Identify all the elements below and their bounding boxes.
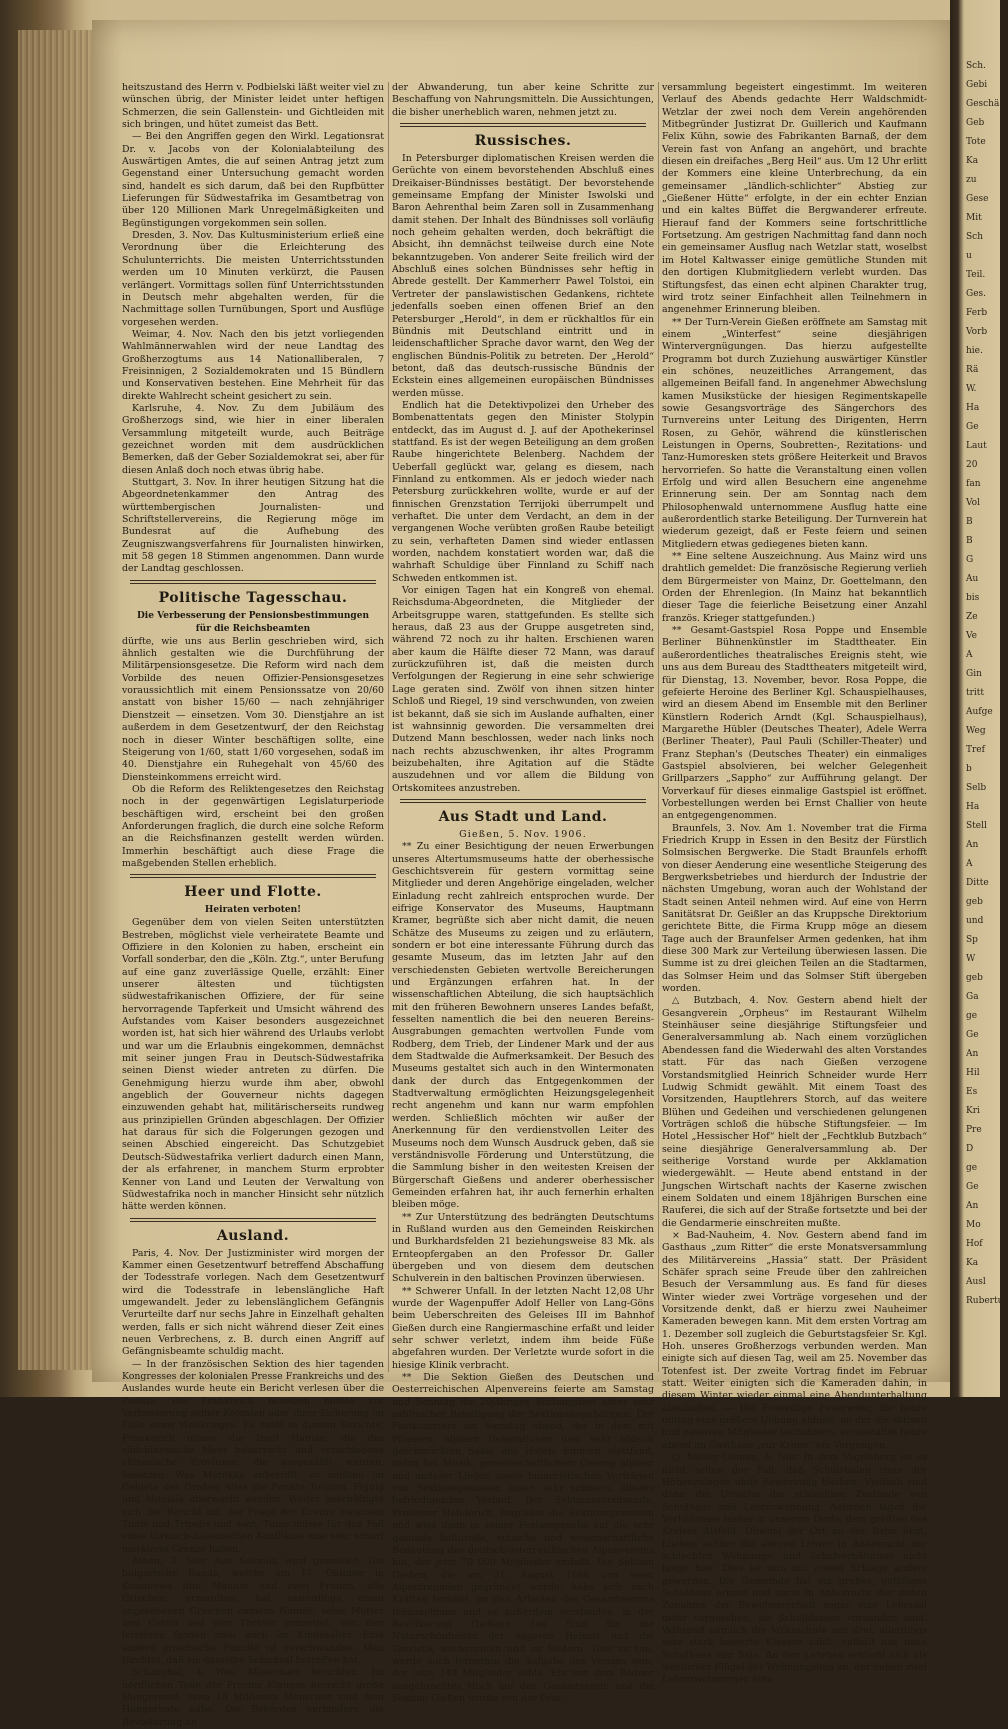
adjacent-page-strip bbox=[950, 0, 1008, 1397]
section-heading: Ausland. bbox=[216, 1227, 290, 1244]
dateline: Gießen, 5. Nov. 1906. bbox=[459, 828, 587, 840]
adjacent-page-fragment: ge bbox=[966, 1163, 978, 1173]
adjacent-page-fragment: Ka bbox=[966, 156, 979, 166]
article-text: Athen, 3. Nov. Aus Saloniki wird gemeldet: Die bulgarische Bande, welche am 17. Oktober in Kossinowa fünf Männer und zwei Frauen, alle Griechen, ermordete, hat neuerdings einen angesehenen Griechen namens Nameli, seine Mutter und Gattin und vier Töchter ermordet. Von den letzteren fanden zwei noch im Kindesalter. Eine andere griechische Familie ist verschwunden. Man fürchtet, daß sie dasselbe Schicksal betroffen hat. bbox=[122, 1556, 384, 1666]
adjacent-page-fragment: Au bbox=[966, 574, 979, 584]
adjacent-page-fragment: B bbox=[966, 517, 973, 527]
article-text: ○ Nieder-Ohmen, 4. Nov. In dem Vogelsberg ist es nicht selten der Fall, daß Schulstellen trotz der Höhenzulagen ohne Bewerbung bleiben. Vielfach sind dann die Ursache die schlechten Zustände von Schulhaus und Lehrerwohnung. Aehnlich lagen die Verhältnisse bisher in unserem Dorfe, dem größten des Kreises Alsfeld. Obwohl der Ort an der Bahn liegt, blieben seither die älteren Lehrer in Anbetracht der schlechten Wohnungs- und Schulverhältnisse nicht lange hier. Dies ist nun mit einem Schlage anders geworden. Die Gemeinde hat ein großes, gefälliges Schulhaus erbaut und darin in Anbetracht der steten Zunahme der Bewohnerschaft sogar eine Lehrsaal mehr vorgesehen, als Schulklassen vorhanden sind. Während nämlich die Volksschule nur drei, allerdings sehr stark besetzte Klassen zählt, enthält das neue Schulhaus vier Säle. An den Lehrbau schließt sich als westlicher Flügel der Wohnungsbau an, der neben zwei Lehrerwohnungen eine bbox=[662, 1452, 928, 1686]
article-text: ** Der Turn-Verein Gießen eröffnete am Samstag mit einem „Winterfest“ seine diesjährigen Wintervergnügungen. Das hierzu aufgestellte Programm bot durch Zuziehung auswärtiger Künstler ein schönes, neuzeitliches Arrangement, das allgemeinen Beifall fand. In angenehmer Abwechslung kamen Musikstücke der hiesigen Regimentskapelle sowie Gesangsvorträge des Sängerchors des Turnvereins unter Leitung des Dirigenten, Herrn Rosen, zu Gehör, während die künstlerischen Leistungen in Operns, Soubretten-, Rezitations- und Tanz-Humoresken stets größere Heiterkeit und Bravos hervorriefen. So hatte die Veranstaltung einen vollen Erfolg und wird allen Besuchern eine angenehme Erinnerung sein. Der am Sonntag nach dem Philosophenwald unternommene Ausflug hatte eine außerordentlich starke Beteiligung. Der Turnverein hat wiederum gezeigt, daß er Feste feiern und seinen Mitgliedern etwas gediegenes bieten kann. bbox=[662, 316, 927, 550]
adjacent-page-fragment: W. bbox=[966, 384, 977, 394]
adjacent-page-fragment: und bbox=[966, 916, 984, 926]
adjacent-page-fragment: Ge bbox=[966, 422, 979, 432]
adjacent-page-fragment: Ze bbox=[966, 612, 978, 622]
adjacent-page-fragment: Rä bbox=[966, 365, 979, 375]
article-text: ** Die Sektion Gießen des Deutschen und Oesterreichischen Alpenvereins feierte am Samstag und Sonntag ihr 20jähriges Stiftungsfest unter sehr zahlreicher Beteiligung der Sektionsangehörigen. Der Festkommers am Samstag abend, der in dem mit Pflanzen, alpinen Dekorationen usw. sehr hübsch geschmückten Saale des Hotels Einhorn stattfand, nahm bei Musik, gemeinschaftlichem Gesang alpiner und anderer Lieder, sowie humoristischen Vorträgen von Sektionsgenossen einen sehr schönen, allseits befriedigenden Verlauf. Der Sektionsvorsitzende, Professor Hehderich, begrüßte die Sektionsgenossen und wies dann in seiner Festansprache auf die sehr gesunde kulturelle, ethische und wissenschaftliche Bedeutung des deutsch-österreichischen Alpenvereins hin, der jetzt 70 000 Mitglieder umfaßt. Die Sektion Gießen, die am 31. August 1886 von neun Alpenfreunden gegründet wurde, habe sich nach Kräften bemüht, an den Arbeiten des Gesamtvereins teilzunehmen und es außerdem verstanden, in der Bevölkerung Gießens den Sinn für die Naturschönheiten der engeren Heimat und die Touristik wachzurufen und zu fördern. Dies zu tun, werde auch fernerhin die Aufgabe des Vereins sein, der jetzt 149 Mitglieder zähle. Ein von dem Redner ausgebrachtes Hoch auf den Gesamtverein und die Sektion Gießen wurde von der Fest- bbox=[392, 1372, 654, 1704]
adjacent-page-fragment: u bbox=[966, 251, 972, 261]
article-text: ** Zur Unterstützung des bedrängten Deutschtums in Rußland wurden aus den Gemeinden Reiskirchen und Burkhardsfelden 21 beziehungsweise 83 Mk. als Ernteopfergaben an den Professor Dr. Galler übergeben und von diesem dem deutschen Schulverein in den baltischen Provinzen überwiesen. bbox=[392, 1211, 654, 1285]
adjacent-page-fragment: ge bbox=[966, 1011, 978, 1021]
column-1 bbox=[122, 82, 384, 1728]
adjacent-page-fragment: D bbox=[966, 1144, 974, 1154]
adjacent-page-fragment: Rubertus bbox=[966, 1296, 1008, 1306]
article-text: Paris, 4. Nov. Der Justizminister wird morgen der Kammer einen Gesetzentwurf betreffend Abschaffung der Todesstrafe vorlegen. Nach dem Gesetzentwurf wird die Todesstrafe in lebenslängliche Haft umgewandelt. Jeder zu lebenslänglichem Gefängnis Verurteilte darf nur sechs Jahre in Einzelhaft gehalten werden, falls er sich nicht während dieser Zeit eines neuen Verbrechens, z. B. durch einen Angriff auf Gefängnisbeamte schuldig macht. bbox=[122, 1247, 384, 1358]
article-text: Stuttgart, 3. Nov. In ihrer heutigen Sitzung hat die Abgeordnetenkammer den Antrag des württembergischen Journalisten- und Schriftstellervereins, die Regierung möge im Bundesrat auf die Aufhebung des Zeugniszwangsverfahrens für Journalisten hinwirken, mit 58 gegen 18 Stimmen angenommen. Dann wurde der Landtag geschlossen. bbox=[122, 477, 384, 575]
adjacent-page-fragment: Ferb bbox=[966, 308, 988, 318]
section-rule bbox=[130, 874, 376, 878]
adjacent-page-fragment: G bbox=[966, 555, 974, 565]
column-3 bbox=[662, 82, 928, 1686]
section-subheading: für die Reichsbeamten bbox=[195, 623, 311, 634]
adjacent-page-fragment: Es bbox=[966, 1087, 978, 1097]
adjacent-page-fragment: Gin bbox=[966, 669, 982, 679]
adjacent-page-fragment: Vorb bbox=[966, 327, 988, 337]
adjacent-page-fragment: An bbox=[966, 1201, 979, 1211]
section-subheading: Die Verbesserung der Pensionsbestimmungen bbox=[137, 610, 369, 621]
adjacent-page-fragment: Tote bbox=[966, 137, 986, 147]
adjacent-page-fragment: hie. bbox=[966, 346, 983, 356]
adjacent-page-fragment: Aufge bbox=[966, 707, 993, 717]
section-heading: Russisches. bbox=[474, 133, 572, 150]
adjacent-page-fragment: W bbox=[966, 954, 976, 964]
section-heading: Aus Stadt und Land. bbox=[438, 808, 608, 825]
article-text: ** Zu einer Besichtigung der neuen Erwerbungen unseres Altertumsmuseums hatte der oberhessische Geschichtsverein für gestern vormittag seine Mitglieder und deren Angehörige eingeladen, welcher Einladung recht zahlreich entsprochen wurde. Der eifrige Konservator des Museums, Hauptmann Kramer, begrüßte sich aber nicht damit, die neuen Schätze des Museums zu zeigen und zu erläutern, sondern er bot eine interessante Führung durch das gesamte Museum, das im letzten Jahr auf den verschiedensten Gebieten wertvolle Bereicherungen und Ergänzungen erfahren hat. In der wissenschaftlichen Abteilung, die sich hauptsächlich mit den früheren Bewohnern unseres Landes befaßt, fesselten namentlich die bei den neueren Bereins-Ausgrabungen gemachten wertvollen Funde vom Rodberg, dem Trieb, der Lindener Mark und der aus dem Stadtwalde die Aufmerksamkeit. Der Besuch des Museums gestaltet sich auch in den Wintermonaten dank der durch das Entgegenkommen der Stadtverwaltung ermöglichten Heizungsgelegenheit recht angenehm und kann nur warm empfohlen werden. Schließlich möchten wir außer der Anerkennung für den verdienstvollen Leiter des Museums noch dem Wunsch Ausdruck geben, daß sie verständnisvolle Förderung und Unterstützung, die die Sammlung bisher in den weitesten Kreisen der Bürgerschaft Gießens und anderer oberhessischer Gemeinden erfahren hat, ihr auch fernerhin erhalten bleiben möge. bbox=[392, 841, 654, 1211]
adjacent-page-fragment: A bbox=[966, 859, 973, 869]
article-text: — Bei den Angriffen gegen den Wirkl. Legationsrat Dr. v. Jacobs von der Kolonialabteilung des Auswärtigen Amtes, die auf seinen Antrag jetzt zum Gegenstand einer Untersuchung gemacht worden sind, handelt es sich darum, daß bei den Rupfbütter Lieferungen für Südwestafrika im Gesamtbetrag von über 120 Millionen Mark Unregelmäßigkeiten und Begünstigungen vorgekommen sein sollen. bbox=[122, 131, 384, 229]
adjacent-page-fragment: Ga bbox=[966, 992, 979, 1002]
adjacent-page-fragment: Weg bbox=[966, 726, 986, 736]
article-text: Gegenüber dem von vielen Seiten unterstützten Bestreben, möglichst viele verheiratete Beamte und Offiziere in den Kolonien zu haben, erscheint ein Vorfall sonderbar, den die „Köln. Ztg.“, unter Berufung auf eine ganz zuverlässige Quelle, erzählt: Einer unserer ältesten und tüchtigsten südwestafrikanischen Offiziere, der für seine hervorragende Tapferkeit und Umsicht während des Aufstandes vom Kaiser besonders ausgezeichnet worden ist, hat sich hier während des Urlaubs verlobt und war um die Erlaubnis eingekommen, demnächst mit seiner jungen Frau in Deutsch-Südwestafrika seinen Dienst wieder antreten zu dürfen. Die Genehmigung hierzu wurde ihm aber, obwohl angeblich der Gouverneur nichts dagegen einzuwenden gehabt hat, militärischerseits rundweg aus prinzipiellen Gründen abgeschlagen. Der Offizier hat daraus für sich die Folgerungen gezogen und seinen Abschied eingereicht. Das Schutzgebiet Deutsch-Südwestafrika verliert dadurch einen Mann, der als erfahrener, in manchem Sturm erprobter Kenner von Land und Leuten der Verwaltung von Südwestafrika noch in mancher Hinsicht sehr nützlich hätte werden können. bbox=[122, 917, 384, 1213]
adjacent-page-fragment: Ge bbox=[966, 1182, 979, 1192]
section-heading: Heer und Flotte. bbox=[184, 884, 322, 901]
adjacent-page-fragment: Selb bbox=[966, 783, 987, 793]
section-rule bbox=[400, 799, 646, 803]
adjacent-page-fragment: Sp bbox=[966, 935, 978, 945]
adjacent-page-fragment: Ausl bbox=[966, 1277, 986, 1287]
adjacent-page-fragment: Sch bbox=[966, 232, 984, 242]
adjacent-page-fragment: Hof bbox=[966, 1239, 983, 1249]
adjacent-page-fragment: Ha bbox=[966, 403, 980, 413]
column-divider bbox=[388, 82, 389, 1372]
adjacent-page-fragment: Ge bbox=[966, 1030, 979, 1040]
section-rule bbox=[400, 123, 646, 127]
adjacent-page-fragment: Laut bbox=[966, 441, 987, 451]
column-2 bbox=[392, 82, 654, 1704]
page-stack-edge bbox=[18, 30, 98, 1370]
adjacent-page-fragment: b bbox=[966, 764, 972, 774]
adjacent-page-fragment: tritt bbox=[966, 688, 985, 698]
adjacent-page-fragment: Geschä bbox=[966, 99, 1000, 109]
adjacent-page-fragment: Pre bbox=[966, 1125, 982, 1135]
adjacent-page-fragment: Vol bbox=[966, 498, 980, 508]
article-text: × Bad-Nauheim, 4. Nov. Gestern abend fand im Gasthaus „zum Ritter“ die erste Monatsversammlung des Militärvereins „Hassia“ statt. Der Präsident Schäfer sprach seine Freude über den zahlreichen Besuch der Versammlung aus. Es fand für dieses Winter wieder zwei Vorträge vorgesehen und der Vorsitzende denkt, daß er hierzu zwei Nauheimer Kameraden bewegen kann. Mit dem ersten Vortrag am 1. Dezember soll zugleich die Geburtstagsfeier Sr. Kgl. Hoh. unseres Großherzogs verbunden werden. Man einigte sich auf diesen Tag, weil am 25. November das Totenfest ist. Der zweite Vortrag findet im Februar statt. Weiter einigten sich die Kameraden dahin, in diesem Winter wieder einmal eine Abendunterhaltung abzuhalten. — Die Freiwillige Feuerwehr, die heute mittag eine größere Uebung abhielt, an der die aktiven und passiven Mitglieder teilnahmen, veranstaltet heute abend im Gasthaus „zur Krone“ ein Vergnügen. bbox=[662, 1229, 927, 1451]
column-divider bbox=[658, 82, 659, 1372]
adjacent-page-fragment: Stell bbox=[966, 821, 987, 831]
adjacent-page-fragment: An bbox=[966, 1049, 979, 1059]
section-subheading: Heiraten verboten! bbox=[204, 905, 302, 916]
adjacent-page-fragment: Ditte bbox=[966, 878, 989, 888]
adjacent-page-fragment: Hil bbox=[966, 1068, 980, 1078]
adjacent-page-fragment: Geb bbox=[966, 118, 985, 128]
adjacent-page-fragment: Mo bbox=[966, 1220, 981, 1230]
adjacent-page-fragment: Ha bbox=[966, 802, 980, 812]
article-text: Karlsruhe, 4. Nov. Zu dem Jubiläum des Großherzogs sind, wie hier in einer liberalen Versammlung mitgeteilt wurde, auch Beiträge gezeichnet worden mit dem ausdrücklichen Bemerken, daß der Geber Sozialdemokrat sei, aber für diesen Anlaß doch noch etwas übrig habe. bbox=[122, 402, 384, 476]
article-text: Endlich hat die Detektivpolizei den Urheber des Bombenattentats gegen den Minister Stolypin entdeckt, das im August d. J. auf der Apothekerinsel stattfand. Es ist der wegen Beteiligung an dem großen Raube hingerichtete Belenberg. Nachdem der Ueberfall geglückt war, gelang es diesem, nach Finnland zu entkommen. Als er jedoch wieder nach Petersburg zurückkehren wollte, wurde er auf der finnischen Grenzstation Terrijoki überrumpelt und verhaftet. Die unter dem Verdacht, an dem in der vergangenen Woche verübten großen Raube beteiligt zu sein, verhafteten Damen sind wieder entlassen worden, nachdem konstatiert worden war, daß die wahrhaft Schuldige über Finnland zu Schiff nach Schweden entkommen ist. bbox=[392, 399, 654, 584]
article-text: Schanghai, 4. Nov. Missionare berichten: Im nördlichen Teile der Provinz Kiangsu herrscht große Hungersnot; etwa 10 Millionen Menschen sind dem Hungertode nahe. Die Behörden verhindern die Bevölkerung an bbox=[122, 1667, 384, 1728]
article-text: Braunfels, 3. Nov. Am 1. November trat die Firma Friedrich Krupp in Essen in den Besitz der Fürstlich Solmsischen Bergwerke. Die Stadt Braunfels erhofft von dieser Aenderung eine wesentliche Steigerung des Bergwerksbetriebes und hierdurch der Industrie der nächsten Umgebung, woran auch der Wohlstand der Stadt seinen Anteil nehmen wird. Auf eine von Herrn Sanitätsrat Dr. Geißler an das Kruppsche Direktorium gerichtete Bitte, die Firma Krupp möge an diesem Tage auch der Braunfelser Armen gedenken, hat ihm diese 300 Mark zur Verteilung überwiesen lassen. Die Summe ist zu drei gleichen Teilen an die Stadtarmen, das Solmser Heim und das Solmser Stift übergeben worden. bbox=[662, 822, 927, 995]
adjacent-page-fragment: geb bbox=[966, 973, 983, 983]
article-text: — In der französischen Sektion des hier tagenden Kongresses der kolonialen Presse Frankreichs und des Auslandes wurde heute ein Bericht verlesen über die Punkte, die Frankreich besetzen müßte zur Verbesserung seiner Kolonien oder ihrer Sicherung im Falle eines Weltkrieges. Es heißt in diesem Berichte, Frankreich müsse die Insel Hainan, die das südchinesische Meer beherrscht und verschiedene chinesische Provinzen, die ausgezählt werden, besetzen. Was Marokko anbetrifft, so müßten im Gebiete des Großen Atlas die Punkte Touizan, Figuig und Moulaia überwacht werden. Weiter beschäftigte sich der Bericht mit der Frage der Grenze zwischen Tunis und Tripolis und sagt, Tunis müsse für den Fall eines türkisch-italienischen Konfliktes eine sehr scharf markierte Grenze haben. bbox=[122, 1358, 384, 1555]
adjacent-page-fragment: Ka bbox=[966, 1258, 979, 1268]
adjacent-page-fragment: Sch. bbox=[966, 61, 986, 71]
adjacent-page-fragment: geb bbox=[966, 897, 983, 907]
adjacent-page-fragment: B bbox=[966, 536, 973, 546]
article-text: Ob die Reform des Reliktengesetzes den Reichstag noch in der gegenwärtigen Legislaturperiode beschäftigen wird, erscheint bei den großen Anforderungen fraglich, die durch eine solche Reform an die Reichsfinanzen gestellt werden würden. Immerhin beschäftigt auch diese Frage die maßgebenden Stellen erheblich. bbox=[122, 783, 384, 869]
article-text: △ Butzbach, 4. Nov. Gestern abend hielt der Gesangverein „Orpheus“ im Restaurant Wilhelm Steinhäuser seine diesjährige Stiftungsfeier und Generalversammlung ab. Nach einem vorzüglichen Abendessen fand die Wiederwahl des alten Vorstandes statt. Für das nach Gießen verzogene Vorstandsmitglied Heinrich Schneider wurde Herr Ludwig Schmidt gewählt. Mit einem Toast des Vorsitzenden, Hauptlehrers Storch, auf das weitere Blühen und Gedeihen und verschiedenen gelungenen Vorträgen schloß die hübsche Stiftungsfeier. — Im Hotel „Hessischer Hof“ hielt der „Fechtklub Butzbach“ seine diesjährige Generalversammlung ab. Der seitherige Vorstand wurde per Akklamation wiedergewählt. — Heute abend entstand in der Jungschen Wirtschaft nachts der Kaserne zwischen einem Soldaten und einem 18jährigen Burschen eine Rauferei, die sich auf der Straße fortsetzte und bei der die Gendarmerie einschreiten mußte. bbox=[662, 995, 927, 1229]
article-text: heitszustand des Herrn v. Podbielski läßt weiter viel zu wünschen übrig, der Minister leidet unter heftigen Schmerzen, die sein Gallenstein- und Gichtleiden mit sich bringen, und hütet zumeist das Bett. bbox=[122, 82, 384, 131]
adjacent-page-fragment: Teil. bbox=[966, 270, 986, 280]
adjacent-page-fragment: Tref bbox=[966, 745, 985, 755]
adjacent-page-fragment: An bbox=[966, 840, 979, 850]
section-heading: Politische Tagesschau. bbox=[158, 589, 348, 606]
article-text: der Abwanderung, tun aber keine Schritte zur Beschaffung von Nahrungsmitteln. Die Aussichtungen, die bisher unerheblich waren, nehmen jetzt zu. bbox=[392, 82, 654, 118]
adjacent-page-fragment: bis bbox=[966, 593, 980, 603]
adjacent-page-fragment: 20 bbox=[966, 460, 978, 470]
article-text: dürfte, wie uns aus Berlin geschrieben wird, sich ähnlich gestalten wie die Durchführung der Militärpensionsgesetze. Die Reform wird nach dem Vorbilde des neuen Offizier-Pensionsgesetzes voraussichtlich mit einem Pensionssatze von 20/60 anstatt von bisher 15/60 — nach zehnjähriger Dienstzeit — einsetzen. Vom 30. Dienstjahre an ist außerdem in dem Gesetzentwurf, der den Reichstag noch in dieser Winter beschäftigen sollte, eine Steigerung von 1/60, statt 1/60 vorgesehen, sodaß im 40. Dienstjahre ein Ruhegehalt von 45/60 des Diensteinkommens erreicht wird. bbox=[122, 635, 384, 783]
adjacent-page-fragment: Gese bbox=[966, 194, 989, 204]
adjacent-page-fragment: Gebi bbox=[966, 80, 988, 90]
section-rule bbox=[130, 1218, 376, 1222]
adjacent-page-fragment: Kri bbox=[966, 1106, 980, 1116]
article-text: Weimar, 4. Nov. Nach den bis jetzt vorliegenden Wahlmännerwahlen wird der neue Landtag des Großherzogtums aus 14 Nationalliberalen, 7 Freisinnigen, 2 Sozialdemokraten und 15 Bündlern und Konservativen bestehen. Eine Mehrheit für das direkte Wahlrecht scheint gesichert zu sein. bbox=[122, 328, 384, 402]
article-text: ** Gesamt-Gastspiel Rosa Poppe und Ensemble Berliner Bühnenkünstler im Stadttheater. Ein außerordentliches theatralisches Ereignis steht, wie uns aus dem Bureau des Stadttheaters mitgeteilt wird, für Dienstag, 13. November, bevor. Rosa Poppe, die gefeierte Heroine des Berliner Kgl. Schauspielhauses, wird an diesem Abend im Ensemble mit den Berliner Künstlern Roderich Arndt (Kgl. Schauspielhaus), Margarethe Hübler (Deutsches Theater), Adele Werra (Berliner Theater), Paul Pauli (Schiller-Theater) und Franz Stephan's (Deutsches Theater) ein einmaliges Gastspiel absolvieren, bei welcher Gelegenheit Grillparzers „Sappho“ zur Aufführung gelangt. Der Vorverkauf für dieses einmalige Gastspiel ist eröffnet. Vorbestellungen werden bei Ernst Challier von heute an entgegengenommen. bbox=[662, 625, 927, 822]
adjacent-page-fragment: Ges. bbox=[966, 289, 986, 299]
article-text: Dresden, 3. Nov. Das Kultusministerium erließ eine Verordnung über die Erleichterung des Schulunterrichts. Die meisten Unterrichtsstunden werden um 10 Minuten verkürzt, die Pausen verlängert. Vormittags sollen fünf Unterrichtsstunden in Deutsch mehr abgehalten werden, für die Nachmittage sollen Turnübungen, Sport und Ausflüge vorgesehen werden. bbox=[122, 230, 384, 328]
article-text: ** Schwerer Unfall. In der letzten Nacht 12,08 Uhr wurde der Wagenpuffer Adolf Heller von Lang-Göns beim Ueberschreiten des Geleises III im Bahnhof Gießen durch eine Rangiermaschine erfaßt und leider sehr schwer verletzt, indem ihm beide Füße abgefahren wurden. Der Verletzte wurde sofort in die hiesige Klinik verbracht. bbox=[392, 1285, 654, 1371]
newspaper-page bbox=[92, 20, 950, 1728]
adjacent-page-fragment: A bbox=[966, 650, 973, 660]
article-text: Vor einigen Tagen hat ein Kongreß von ehemal. Reichsduma-Abgeordneten, die Mitglieder der Arbeitsgruppe waren, stattgefunden. Es stellte sich heraus, daß 23 aus der Gruppe ausgetreten sind, während 72 noch zu ihr halten. Erschienen waren aber kaum die Hälfte dieser 72 Mann, was darauf zurückzuführen ist, daß die meisten durch Verfolgungen der Regierung in eine sehr schwierige Lage geraten sind. Zwölf von ihnen sitzen hinter Schloß und Riegel, 19 sind verschwunden, von zweien ist bekannt, daß sie sich im Auslande aufhalten, einer ist wahnsinnig geworden. Die versammelten drei Dutzend Mann beschlossen, weder nach links noch nach rechts abzuschwenken, ihr altes Programm beizubehalten, ihre Agitation auf die Städte auszudehnen und vor allem die Bildung von Ortskomitees anzustreben. bbox=[392, 585, 654, 794]
section-rule bbox=[130, 580, 376, 584]
article-text: versammlung begeistert eingestimmt. Im weiteren Verlauf des Abends gedachte Herr Waldschmidt-Wetzlar der zwei noch dem Verein angehörenden Mitbegründer Justizrat Dr. Guillerich und Kaufmann Felix Kühn, sowie des Fabrikanten Barnaß, der dem Verein fast von Anfang an angehört, und brachte diesen ein dreifaches „Berg Heil“ aus. Um 12 Uhr erlitt der Kommers eine kleine Unterbrechung, da ein gemeinsamer „ländlich-schlichter“ Abstieg zur „Gießener Hütte“ erfolgte, in der ein echter Enzian und ein kaltes Büffet die Bergwanderer erfreute. Hierauf fand der Kommers seine fortschrittliche Fortsetzung. Am gestrigen Nachmittag fand dann noch ein gemeinsamer Ausflug nach Wetzlar statt, woselbst im Hotel Kaltwasser einige gemütliche Stunden mit den dortigen Klubmitgliedern verlebt wurden. Das Stiftungsfest, das einen echt alpinen Charakter trug, wird trotz seiner Einfachheit allen Teilnehmern in angenehmer Erinnerung bleiben. bbox=[662, 82, 927, 316]
adjacent-page-fragment: Ve bbox=[966, 631, 977, 641]
article-text: ** Eine seltene Auszeichnung. Aus Mainz wird uns drahtlich gemeldet: Die französische Regierung verlieh dem Bürgermeister von Mainz, Dr. Goettelmann, den Orden der Ehrenlegion. (In Mainz hat bekanntlich dieser Tage die feierliche Beisetzung einer Anzahl französ. Krieger stattgefunden.) bbox=[662, 551, 927, 624]
adjacent-page-fragment: fan bbox=[966, 479, 981, 489]
article-text: In Petersburger diplomatischen Kreisen werden die Gerüchte von einem bevorstehenden Abschluß eines Dreikaiser-Bündnisses bestätigt. Der bevorstehende gemeinsame Empfang der Minister Iswolski und Baron Aehrenthal beim Zaren soll in Zusammenhang damit stehen. Der Inhalt des Bündnisses soll vorläufig noch geheim gehalten werden, doch bekräftigt die Absicht, ihn demnächst teilweise durch eine Note bekanntzugeben. Von anderer Seite freilich wird der Abschluß eines solchen Bündnisses sehr heftig in Abrede gestellt. Der Kammerherr Pawel Tolstoi, ein Vertreter der panslawistischen Gedankens, richtete jedenfalls soeben einen offenen Brief an den Petersburger „Herold“, in dem er rückhaltlos für ein Bündnis mit Deutschland eintritt und in leidenschaftlicher Sprache davor warnt, den Weg der englischen Bündnis-Politik zu betreten. Der „Herold“ betont, daß das deutsch-russische Bündnis der Eckstein eines allgemeinen europäischen Bündnisses werden müsse. bbox=[392, 153, 654, 399]
adjacent-page-fragment: Mit bbox=[966, 213, 982, 223]
adjacent-page-fragment: zu bbox=[966, 175, 977, 185]
